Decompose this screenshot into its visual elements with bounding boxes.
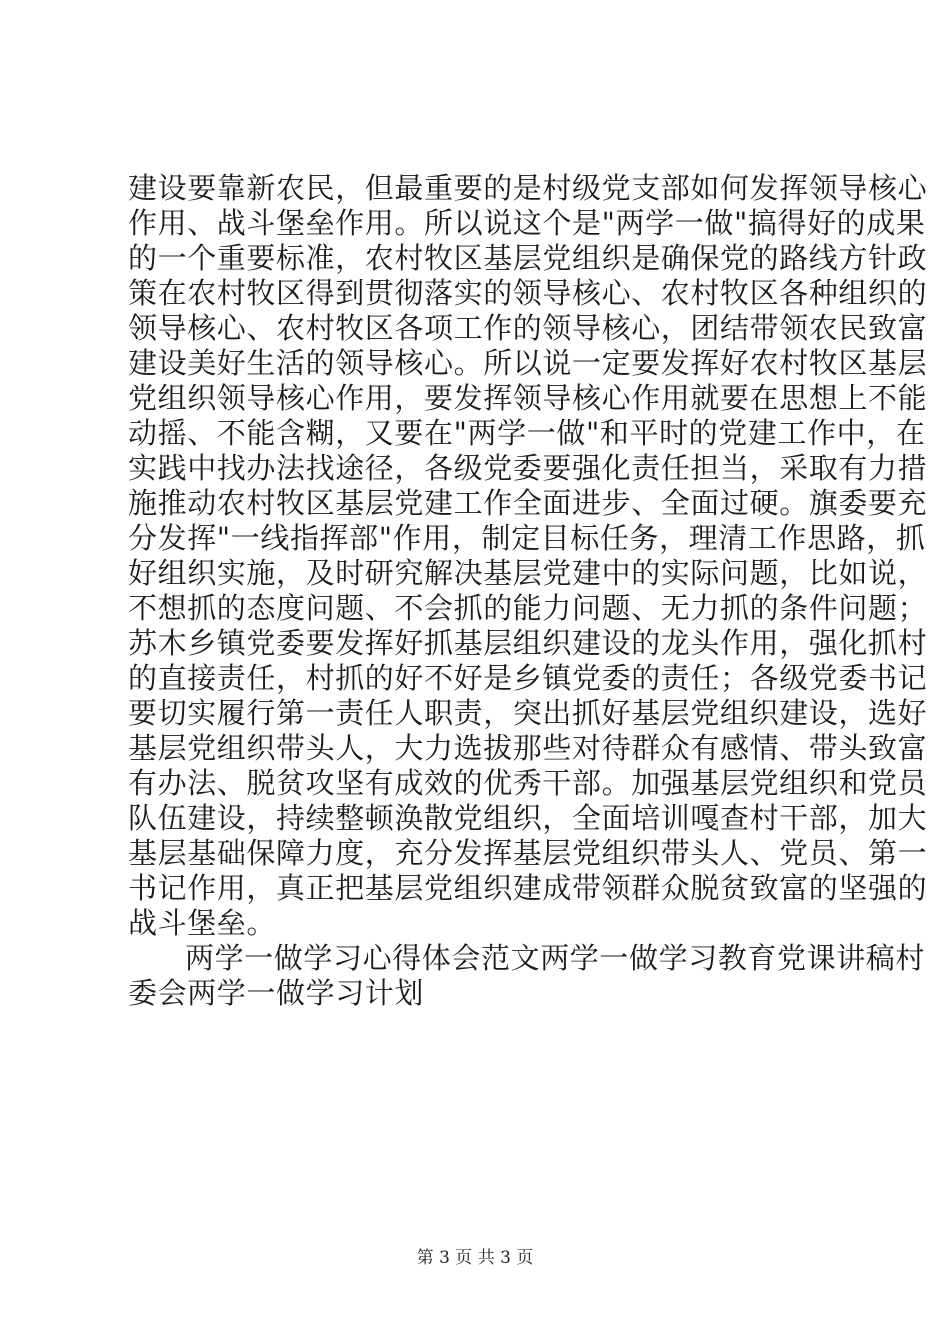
text-line: 好组织实施，及时研究解决基层党建中的实际问题，比如说，	[128, 556, 928, 590]
text-line: 基层党组织带头人，大力选拔那些对待群众有感情、带头致富	[128, 731, 928, 765]
text-line: 战斗堡垒。	[128, 906, 277, 940]
text-line: 委会两学一做学习计划	[128, 976, 425, 1010]
text-line: 策在农村牧区得到贯彻落实的领导核心、农村牧区各种组织的	[128, 276, 928, 310]
document-body	[128, 171, 928, 1011]
text-line: 建设美好生活的领导核心。所以说一定要发挥好农村牧区基层	[128, 346, 928, 380]
text-line: 动摇、不能含糊，又要在"两学一做"和平时的党建工作中，在	[128, 416, 926, 450]
paragraph-related-titles	[128, 941, 926, 1011]
text-line: 施推动农村牧区基层党建工作全面进步、全面过硬。旗委要充	[128, 486, 928, 520]
text-line: 有办法、脱贫攻坚有成效的优秀干部。加强基层党组织和党员	[128, 766, 928, 800]
text-line: 苏木乡镇党委要发挥好抓基层组织建设的龙头作用，强化抓村	[128, 626, 928, 660]
text-line: 不想抓的态度问题、不会抓的能力问题、无力抓的条件问题；	[128, 591, 928, 625]
text-line: 队伍建设，持续整顿涣散党组织，全面培训嘎查村干部，加大	[128, 801, 928, 835]
page-number-footer: 第 3 页 共 3 页	[416, 1248, 534, 1268]
text-line: 分发挥"一线指挥部"作用，制定目标任务，理清工作思路，抓	[128, 521, 926, 555]
text-line: 两学一做学习心得体会范文两学一做学习教育党课讲稿村	[185, 941, 926, 975]
text-line: 党组织领导核心作用，要发挥领导核心作用就要在思想上不能	[128, 381, 928, 415]
text-line: 建设要靠新农民，但最重要的是村级党支部如何发挥领导核心	[128, 171, 928, 205]
text-line: 基层基础保障力度，充分发挥基层党组织带头人、党员、第一	[128, 836, 928, 870]
text-line: 的一个重要标准，农村牧区基层党组织是确保党的路线方针政	[128, 241, 928, 275]
text-line: 作用、战斗堡垒作用。所以说这个是"两学一做"搞得好的成果	[128, 206, 926, 240]
text-line: 书记作用，真正把基层党组织建成带领群众脱贫致富的坚强的	[128, 871, 928, 905]
text-line: 的直接责任，村抓的好不好是乡镇党委的责任；各级党委书记	[128, 661, 928, 695]
text-line: 领导核心、农村牧区各项工作的领导核心，团结带领农民致富	[128, 311, 928, 345]
paragraph-main	[128, 171, 928, 941]
text-line: 实践中找办法找途径，各级党委要强化责任担当，采取有力措	[128, 451, 928, 485]
text-line: 要切实履行第一责任人职责，突出抓好基层党组织建设，选好	[128, 696, 928, 730]
